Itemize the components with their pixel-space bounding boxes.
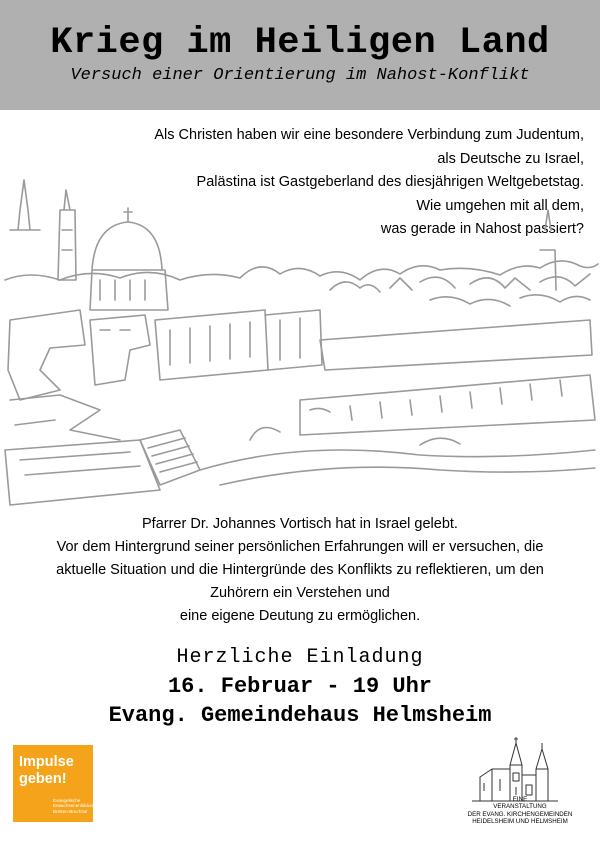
body-text [10, 513, 590, 628]
intro-line: Als Christen haben wir eine besondere Verbindung zum Judentum, [154, 127, 584, 143]
event-venue: Evang. Gemeindehaus Helmsheim [108, 703, 492, 728]
organizer-text [445, 796, 595, 825]
event-datetime: 16. Februar - 19 Uhr [167, 674, 433, 699]
body-line: Pfarrer Dr. Johannes Vortisch hat in Israel gelebt. [142, 516, 458, 532]
impulse-geben-logo [13, 745, 96, 822]
organizer-line: DER EVANG. KIRCHENGEMEINDEN [467, 810, 573, 818]
jerusalem-sketch-illustration [0, 170, 600, 510]
invitation-heading: Herzliche Einladung [176, 646, 424, 669]
header-banner [0, 0, 600, 110]
intro-line: Wie umgehen mit all dem, [416, 197, 584, 214]
page-title: Krieg im Heiligen Land [50, 22, 550, 64]
logo-line: Impulse [19, 754, 74, 770]
body-line: eine eigene Deutung zu ermöglichen. [179, 608, 421, 624]
logo-sub-line: Erwachsenenbildung [53, 803, 96, 809]
body-line: aktuelle Situation und die Hintergründe des Konflikts zu reflektieren, um den [56, 562, 544, 578]
page-subtitle: Versuch einer Orientierung im Nahost-Konflikt [70, 66, 530, 85]
body-line: Zuhörern ein Verstehen und [210, 585, 390, 601]
organizer-line: VERANSTALTUNG [493, 803, 547, 811]
logo-line: geben! [19, 771, 67, 787]
logo-title [19, 754, 74, 788]
intro-line: was gerade in Nahost passiert? [380, 221, 584, 237]
organizer-line: HEIDELSHEIM UND HELMSHEIM [472, 817, 568, 825]
intro-line: Palästina ist Gastgeberland des diesjährigen Weltgebetstag. [196, 174, 584, 190]
organizer-line: EINE [512, 796, 528, 803]
church-icon [470, 735, 560, 805]
intro-line: als Deutsche zu Israel, [437, 150, 584, 167]
logo-sub-line: Evangelische [53, 798, 81, 803]
logo-subtitle [53, 798, 96, 814]
logo-sub-line: Bretten-Bruchsal [53, 808, 88, 814]
body-line: Vor dem Hintergrund seiner persönlichen Erfahrungen will er versuchen, die [56, 539, 544, 555]
